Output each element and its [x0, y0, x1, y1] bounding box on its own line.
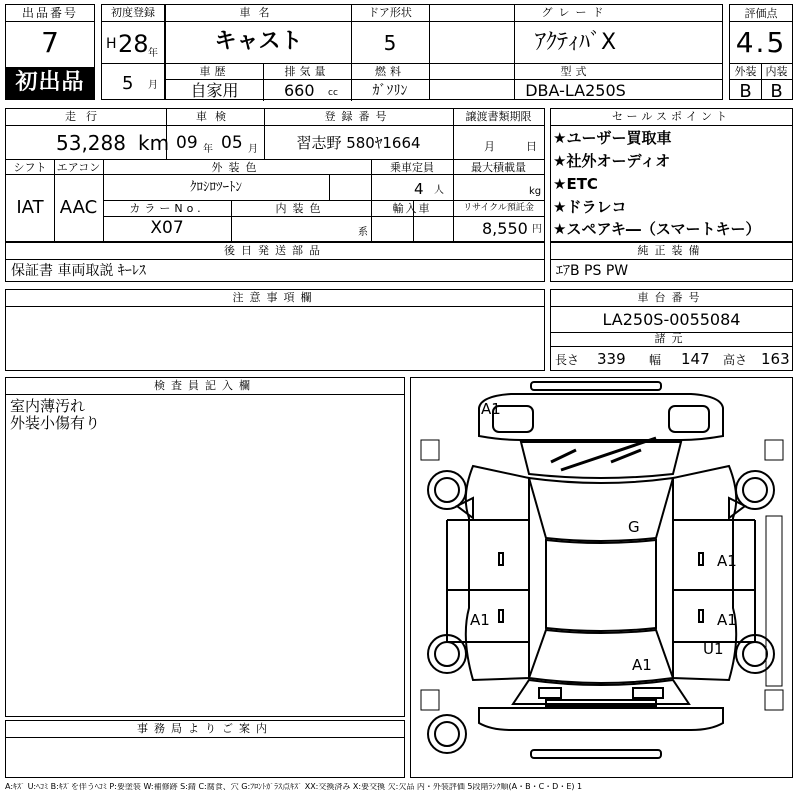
- roof: [546, 540, 656, 631]
- car-diagram: [411, 378, 792, 777]
- interior-color-label: 内装色: [275, 202, 327, 215]
- door-type-label: ドア形状: [368, 6, 412, 19]
- displacement-unit: cc: [328, 88, 338, 98]
- fuel: ｶﾞｿﾘﾝ: [372, 83, 408, 99]
- sales-point-item: ★ユーザー買取車: [553, 129, 672, 147]
- right-rear-box: [765, 690, 783, 710]
- max-load-label: 最大積載量: [471, 161, 526, 174]
- office-info-label: 事務局よりご案内: [137, 722, 273, 735]
- inspection-month: 05: [221, 133, 243, 153]
- sales-points-box: [550, 108, 793, 242]
- left-mirror: [457, 498, 473, 518]
- recycle-deposit: 8,550: [482, 219, 528, 238]
- ac-label: エアコン: [56, 161, 101, 174]
- right-side-strip: [766, 516, 782, 686]
- transfer-docs-label: 譲渡書類期限: [465, 110, 532, 123]
- inspection-month-unit: 月: [248, 144, 258, 155]
- right-front-box: [765, 440, 783, 460]
- score-label: 評価点: [744, 7, 778, 20]
- damage-diagram-box: [410, 377, 793, 778]
- rear-bumper: [479, 708, 723, 730]
- registration-year: 28: [118, 30, 149, 58]
- model: DBA-LA250S: [525, 81, 626, 100]
- fuel-label: 燃料: [375, 65, 405, 78]
- damage-mark-roof: G: [628, 518, 640, 536]
- chassis-box: [550, 289, 793, 371]
- model-label: 型式: [560, 65, 591, 78]
- sales-points-label: セールスポイント: [611, 110, 731, 123]
- front-right-wheel: [736, 471, 774, 509]
- mileage: 53,288: [56, 131, 126, 155]
- inspection-year-unit: 年: [203, 144, 213, 155]
- transfer-day-unit: 日: [526, 140, 537, 153]
- inspector-notes-box: [5, 377, 405, 717]
- history-label: 車歴: [199, 65, 230, 78]
- later-parts-box: [5, 242, 545, 282]
- air-conditioner: AAC: [59, 197, 98, 218]
- interior-grade: B: [770, 81, 783, 102]
- office-info-box: [5, 720, 405, 778]
- plate-label: 登録番号: [324, 110, 393, 123]
- transfer-month-unit: 月: [484, 140, 495, 153]
- overall-score: 4.5: [735, 26, 787, 59]
- sales-point-item: ★スペアキ―（スマートキー）: [553, 220, 761, 238]
- inspector-note-line: 外装小傷有り: [10, 414, 101, 432]
- spare-wheel: [428, 715, 466, 753]
- damage-mark-right-front: A1: [717, 552, 737, 570]
- right-headlight: [669, 406, 709, 432]
- damage-mark-right-rear: A1: [717, 611, 737, 629]
- width: 147: [681, 350, 710, 368]
- exterior-color: ｸﾛｼﾛﾂｰﾄﾝ: [190, 180, 242, 195]
- front-left-wheel: [428, 471, 466, 509]
- shift-label: シフト: [13, 161, 47, 174]
- windshield: [529, 478, 673, 541]
- right-tail-lamp: [633, 688, 663, 698]
- registration-month: 5: [122, 73, 134, 94]
- chassis-label: 車台番号: [637, 291, 706, 304]
- lot-number: 7: [41, 26, 59, 59]
- chassis-number: LA250S-0055084: [602, 310, 741, 329]
- interior-label: 内装: [765, 65, 788, 78]
- equipment: ｴｱB PS PW: [556, 263, 629, 279]
- damage-legend: A:ｷｽﾞ U:ﾍｺﾐ B:ｷｽﾞを伴うﾍｺﾐ P:要塗装 W:補修跡 S:錆 C:腐食、穴 G:ﾌﾛﾝﾄｶﾞﾗｽ点ｷｽﾞ XX:交換済み X:要交換 欠:欠品 内・外装評価 5段階ﾗﾝｸ順(A・B・C・D・E) 1: [5, 783, 583, 791]
- color-number: X07: [150, 218, 184, 238]
- left-rear-box: [421, 690, 439, 710]
- notes-label: 注意事項欄: [232, 291, 318, 304]
- capacity-unit: 人: [434, 185, 444, 196]
- lot-number-label: 出品番号: [21, 6, 78, 20]
- exterior-color-label: 外装色: [211, 161, 263, 174]
- equipment-box: [550, 242, 793, 282]
- length-label: 長さ: [555, 353, 580, 367]
- notes-box: [5, 289, 545, 371]
- damage-mark-front: A1: [481, 400, 501, 418]
- displacement: 660: [284, 81, 315, 100]
- first-registration-label: 初度登録: [111, 6, 155, 19]
- history: 自家用: [190, 81, 239, 100]
- height-label: 高さ: [723, 353, 748, 367]
- sales-point-item: ★社外オーディオ: [553, 152, 671, 170]
- max-load-unit: kg: [529, 186, 542, 197]
- exterior-grade: B: [739, 81, 752, 102]
- grade-label: グレード: [541, 6, 610, 19]
- exterior-label: 外装: [734, 65, 757, 78]
- inspector-note-line: 室内薄汚れ: [10, 397, 86, 415]
- rear-bumper-strip: [531, 750, 661, 758]
- right-mirror: [729, 498, 745, 518]
- left-tail-lamp: [539, 688, 561, 698]
- registration-month-unit: 月: [148, 80, 158, 91]
- inspector-notes-label: 検査員記入欄: [154, 379, 256, 392]
- car-name-label: 車名: [239, 6, 278, 19]
- shift: IAT: [16, 197, 44, 218]
- width-label: 幅: [649, 353, 662, 367]
- lot-number-box: [5, 4, 95, 100]
- left-rear-handle: [499, 610, 503, 622]
- import-label: 輸入車: [392, 202, 432, 215]
- era-mark: H: [106, 36, 117, 52]
- inspection-year: 09: [176, 133, 198, 153]
- equipment-label: 純正装備: [637, 244, 706, 257]
- grade: ｱｸﾃｨﾊﾞX: [534, 30, 617, 55]
- displacement-label: 排気量: [284, 65, 330, 78]
- right-rear-handle: [699, 610, 703, 622]
- capacity-label: 乗車定員: [390, 161, 434, 174]
- specs-label: 諸元: [654, 332, 689, 345]
- damage-mark-left-rear: A1: [470, 611, 490, 629]
- recycle-deposit-unit: 円: [532, 224, 542, 235]
- hood: [521, 442, 681, 478]
- later-parts: 保証書 車両取説 ｷｰﾚｽ: [11, 263, 146, 279]
- damage-mark-right-rear-dent: U1: [703, 640, 724, 658]
- color-number-label: カラーNo.: [129, 202, 205, 215]
- car-name: キャスト: [214, 29, 303, 54]
- inspection-label: 車検: [196, 110, 234, 123]
- front-bumper: [479, 394, 723, 440]
- car-info-box: [165, 4, 723, 100]
- first-listing-badge: 初出品: [6, 67, 94, 99]
- height: 163: [761, 350, 790, 368]
- length: 339: [597, 350, 626, 368]
- left-door-handle: [499, 553, 503, 565]
- left-front-box: [421, 440, 439, 460]
- mileage-unit: km: [138, 131, 170, 155]
- left-body-side: [466, 466, 529, 680]
- recycle-deposit-label: リサイクル預託金: [463, 203, 534, 213]
- plate-number: 習志野 580ﾔ1664: [296, 134, 421, 152]
- first-registration-box: [101, 4, 165, 100]
- sales-point-item: ★ドラレコ: [553, 198, 627, 216]
- damage-mark-rear: A1: [632, 656, 652, 674]
- door-count: 5: [383, 31, 397, 55]
- sales-point-item: ★ETC: [553, 175, 598, 193]
- later-parts-label: 後日発送部品: [224, 244, 326, 257]
- front-bumper-strip: [531, 382, 661, 390]
- capacity: 4: [414, 180, 424, 198]
- right-door-handle: [699, 553, 703, 565]
- vehicle-details-block: [5, 108, 545, 242]
- mileage-label: 走行: [65, 110, 107, 123]
- interior-color-unit: 系: [358, 227, 368, 238]
- registration-year-unit: 年: [148, 48, 158, 59]
- score-box: [729, 4, 793, 100]
